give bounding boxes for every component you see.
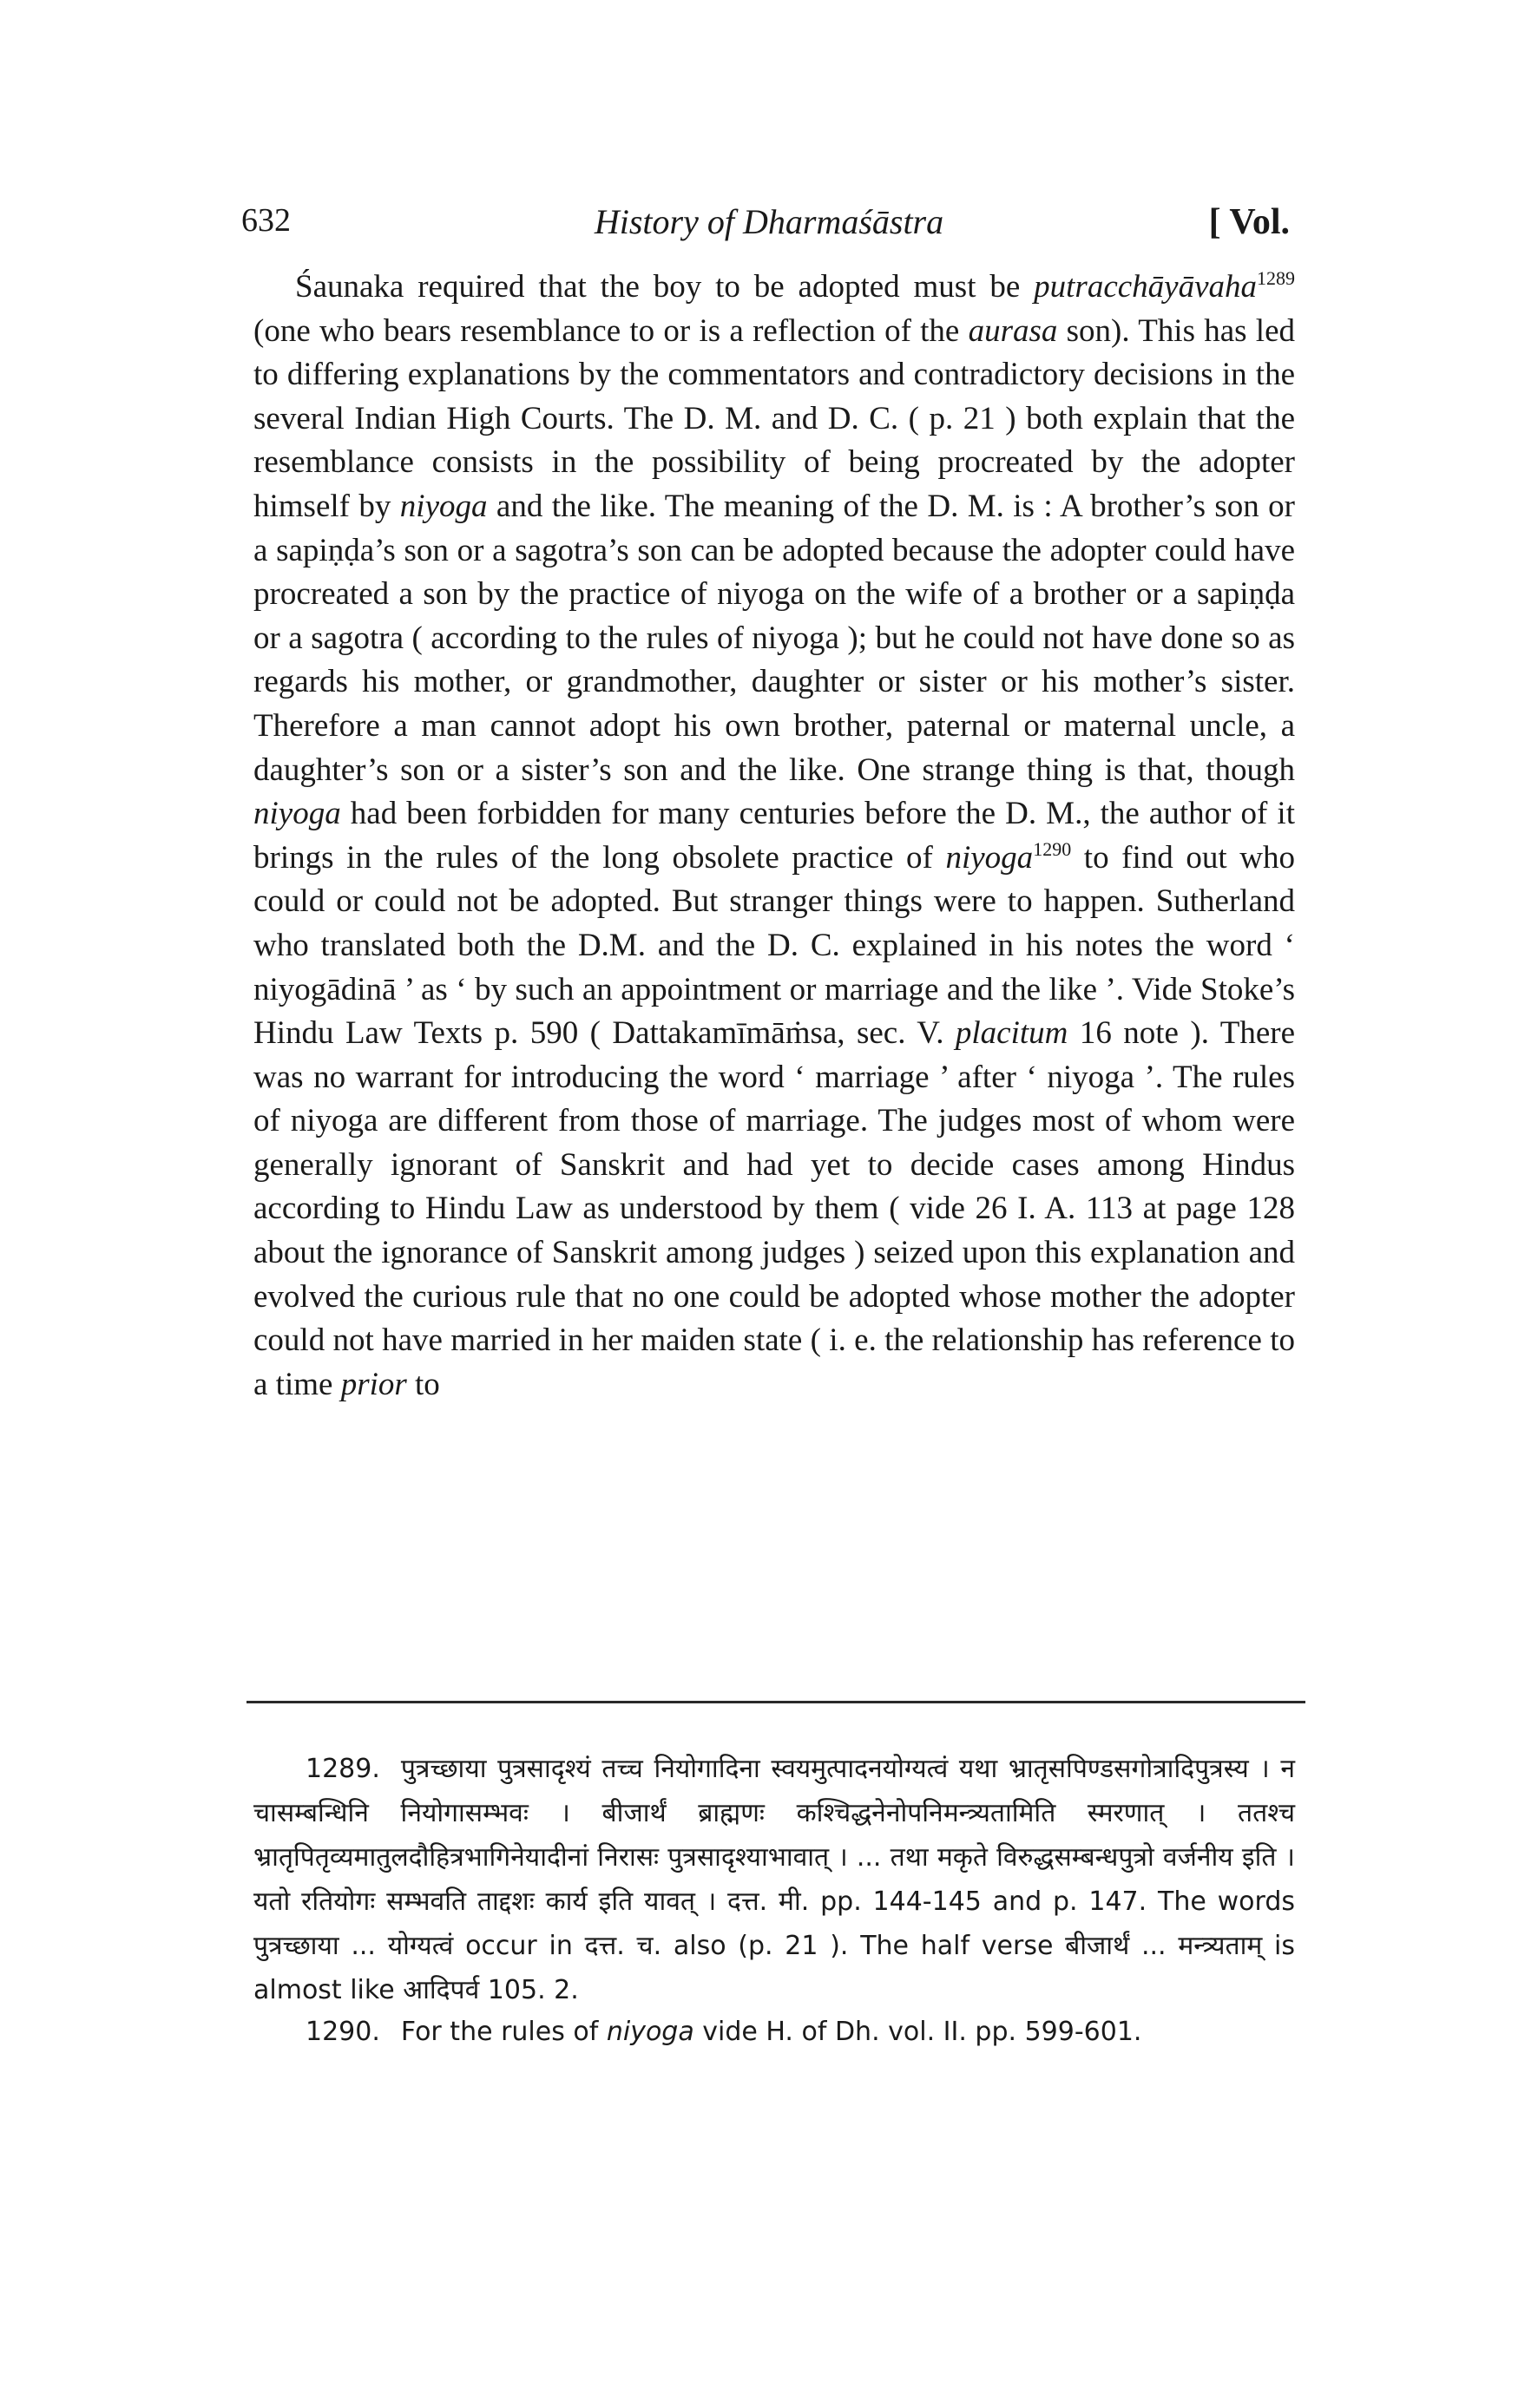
footnote-number: 1289. [306, 1754, 380, 1784]
italic-term: prior [340, 1366, 407, 1402]
paragraph [253, 266, 1295, 1407]
text-run: (one who bears resemblance to or is a reflection of the [253, 312, 969, 349]
italic-term: aurasa [968, 312, 1058, 349]
main-paragraph [253, 266, 1295, 1407]
footnote-1289 [253, 1747, 1295, 2012]
footnote-number: 1290. [306, 2017, 380, 2047]
text-run: son). This has led to differing explanations by the commentators and contradictory decisions in the several Indian High Courts. The D. M. and D. C. ( p. 21 ) both explain that the resemblance consists in the possibility of being procreated by the adopter himself by [253, 312, 1295, 524]
volume-marker: [ Vol. [1208, 202, 1290, 242]
italic-term: niyoga [399, 488, 488, 524]
italic-term: niyoga [253, 796, 341, 832]
footnote-ref-1290: 1290 [1033, 837, 1072, 860]
text-run: to [406, 1366, 440, 1402]
text-run: and the like. The meaning of the D. M. is : A brother’s son or a sapiṇḍa’s son or a sagotra’s son can be adopted because the adopter could have procreated a son by the practice of niyoga on the wife of a brother or a sapiṇḍa or a sagotra ( according to the rules of niyoga ); but he could not have done so as regards his mother, or grandmother, daughter or sister or his mother’s sister. Therefore a man cannot adopt his own brother, paternal or maternal uncle, a daughter’s son or a sister’s son and the like. One strange thing is that, though [253, 488, 1295, 788]
footnote-1290 [253, 2011, 1295, 2053]
page-number: 632 [241, 202, 291, 239]
footnote-ref-1289: 1289 [1257, 267, 1296, 289]
italic-term: placitum [955, 1015, 1068, 1052]
footnote-text: पुत्रच्छाया पुत्रसादृश्यं तच्च नियोगादिना स्वयमुत्पादनयोग्यत्वं यथा भ्रातृसपिण्डसगोत्रादिपुत्रस्य । न चासम्बन्धिनि नियोगासम्भवः । बीजार्थं ब्राह्मणः कश्चिद्धनेनोपनिमन्त्र्यतामिति स्मरणात् । ततश्च भ्रातृपितृव्यमातुलदौहित्रभागिनेयादीनां निरासः पुत्रसादृश्याभावात् । ... तथा मकृते विरुद्धसम्बन्धपुत्रो वर्जनीय इति । यतो रतियोगः सम्भवति ताद्दशः कार्य इति यावत् । दत्त. मी. pp. 144-145 and p. 147. The words पुत्रच्छाया ... योग्यत्वं occur in दत्त. च. also (p. 21 ). The half verse बीजार्थं ... मन्त्र्यताम् is almost like आदिपर्व 105. 2. [253, 1754, 1295, 2005]
text-run: 16 note ). There was no warrant for introducing the word ‘ marriage ’ after ‘ niyoga ’. The rules of niyoga are different from those of marriage. The judges most of whom were generally ignorant of Sanskrit and had yet to decide cases among Hindus according to Hindu Law as understood by them ( vide 26 I. A. 113 at page 128 about the ignorance of Sanskrit among judges ) seized upon this explanation and evolved the curious rule that no one could be adopted whose mother the adopter could not have married in her maiden state ( i. e. the relationship has reference to a time [253, 1015, 1295, 1402]
text-run: had been forbidden for many centuries before the D. M., the author of it brings in the rules of the long obsolete practice of [253, 796, 1295, 876]
footnote-text: vide H. of Dh. vol. II. pp. 599-601. [693, 2017, 1142, 2047]
italic-term: niyoga [945, 839, 1034, 876]
running-title: History of Dharmaśāstra [594, 202, 944, 241]
footnote-divider [246, 1701, 1305, 1703]
italic-term: putracchāyāvaha [1034, 269, 1258, 305]
italic-term: niyoga [606, 2017, 694, 2047]
text-run: Śaunaka required that the boy to be adopted must be [295, 269, 1021, 305]
footnote-text: For the rules of [400, 2017, 607, 2047]
text-run: to find out who could or could not be adopted. But stranger things were to happen. Sutherland who translated both the D.M. and the D. C. explained in his notes the word ‘ niyogādinā ’ as ‘ by such an appointment or marriage and the like ’. Vide Stoke’s Hindu Law Texts p. 590 ( Dattakamīmāṁsa, sec. V. [253, 839, 1295, 1052]
page-header [0, 201, 1538, 253]
